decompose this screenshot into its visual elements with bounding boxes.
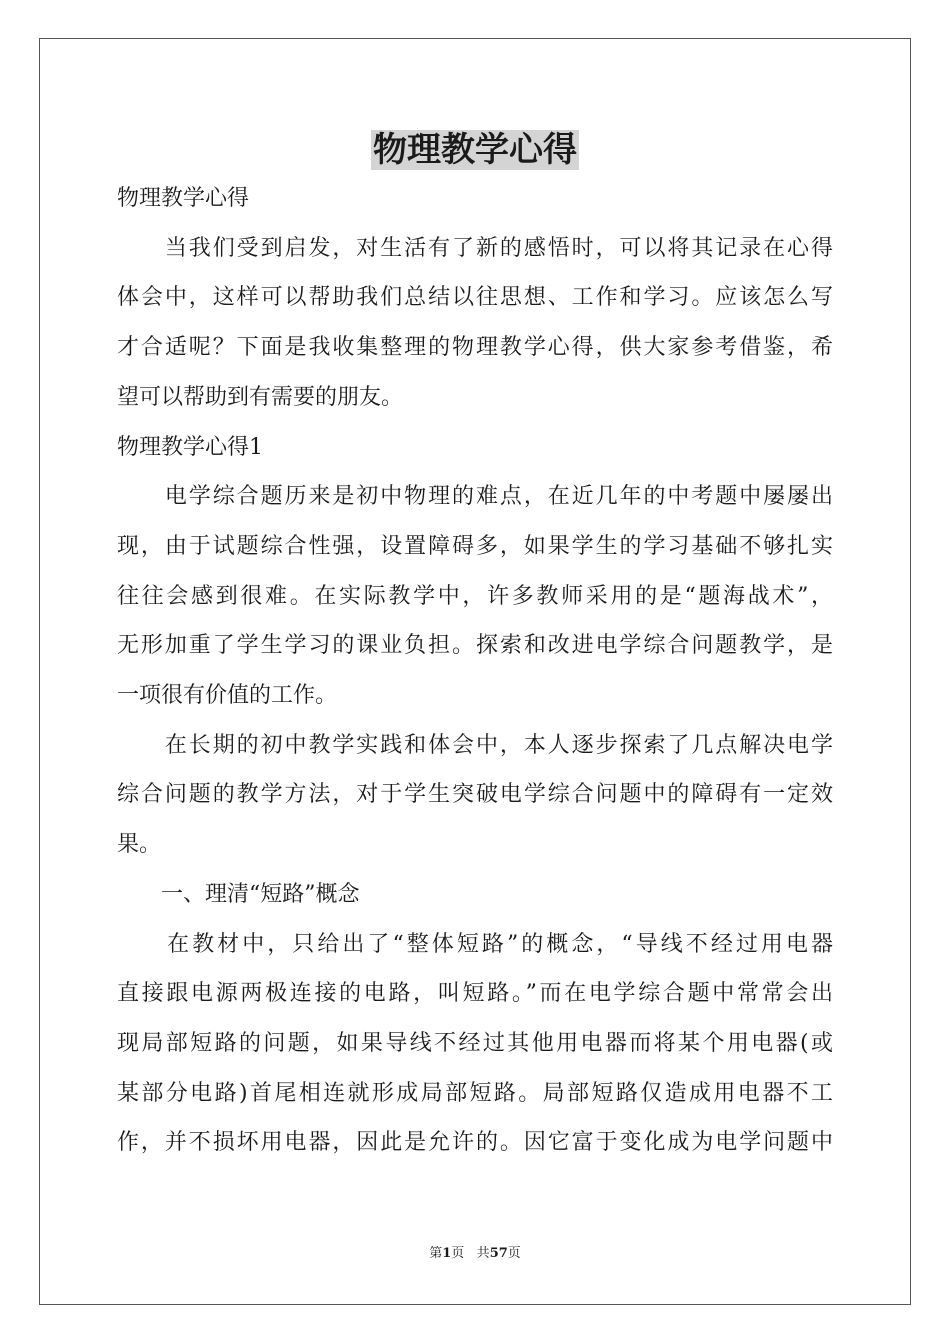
text-line: 才合适呢？下面是我收集整理的物理教学心得，供大家参考借鉴，希 xyxy=(117,335,833,360)
footer-total-suffix: 页 xyxy=(507,1246,521,1261)
footer-page-number: 1 xyxy=(442,1246,452,1261)
text-line: 在教材中，只给出了“整体短路”的概念，“导线不经过用电器 xyxy=(117,932,833,957)
document-title-text: 物理教学心得 xyxy=(373,130,577,170)
footer-page-suffix: 页 xyxy=(451,1246,465,1261)
text-line: 体会中，这样可以帮助我们总结以往思想、工作和学习。应该怎么写 xyxy=(117,285,833,310)
footer-page-prefix: 第 xyxy=(429,1246,443,1261)
text-line: 现，由于试题综合性强，设置障碍多，如果学生的学习基础不够扎实 xyxy=(117,534,833,559)
footer-total-pages: 57 xyxy=(489,1246,508,1261)
text-line: 在长期的初中教学实践和体会中，本人逐步探索了几点解决电学 xyxy=(117,733,833,758)
text-line: 望可以帮助到有需要的朋友。 xyxy=(117,385,404,410)
text-line: 综合问题的教学方法，对于学生突破电学综合问题中的障碍有一定效 xyxy=(117,782,833,807)
page-footer xyxy=(0,1245,950,1263)
text-line: 无形加重了学生学习的课业负担。探索和改进电学综合问题教学，是 xyxy=(117,633,833,658)
text-line: 物理教学心得 xyxy=(117,186,250,211)
text-line: 现局部短路的问题，如果导线不经过其他用电器而将某个用电器(或 xyxy=(117,1031,833,1056)
footer-total-prefix: 共 xyxy=(476,1246,490,1261)
text-line: 往往会感到很难。在实际教学中，许多教师采用的是“题海战术”， xyxy=(117,584,833,609)
text-line: 当我们受到启发，对生活有了新的感悟时，可以将其记录在心得 xyxy=(117,236,833,261)
text-line: 一项很有价值的工作。 xyxy=(117,683,338,708)
text-line: 一、理清“短路”概念 xyxy=(117,882,360,907)
text-line: 电学综合题历来是初中物理的难点，在近几年的中考题中屡屡出 xyxy=(117,484,833,509)
text-line: 作，并不损坏用电器，因此是允许的。因它富于变化成为电学问题中 xyxy=(117,1130,833,1155)
page-border xyxy=(39,38,911,1305)
text-line: 物理教学心得1 xyxy=(117,435,263,460)
document-title xyxy=(0,127,950,173)
text-line: 某部分电路)首尾相连就形成局部短路。局部短路仅造成用电器不工 xyxy=(117,1081,833,1106)
text-line: 果。 xyxy=(117,832,162,857)
text-line: 直接跟电源两极连接的电路，叫短路。”而在电学综合题中常常会出 xyxy=(117,981,833,1006)
